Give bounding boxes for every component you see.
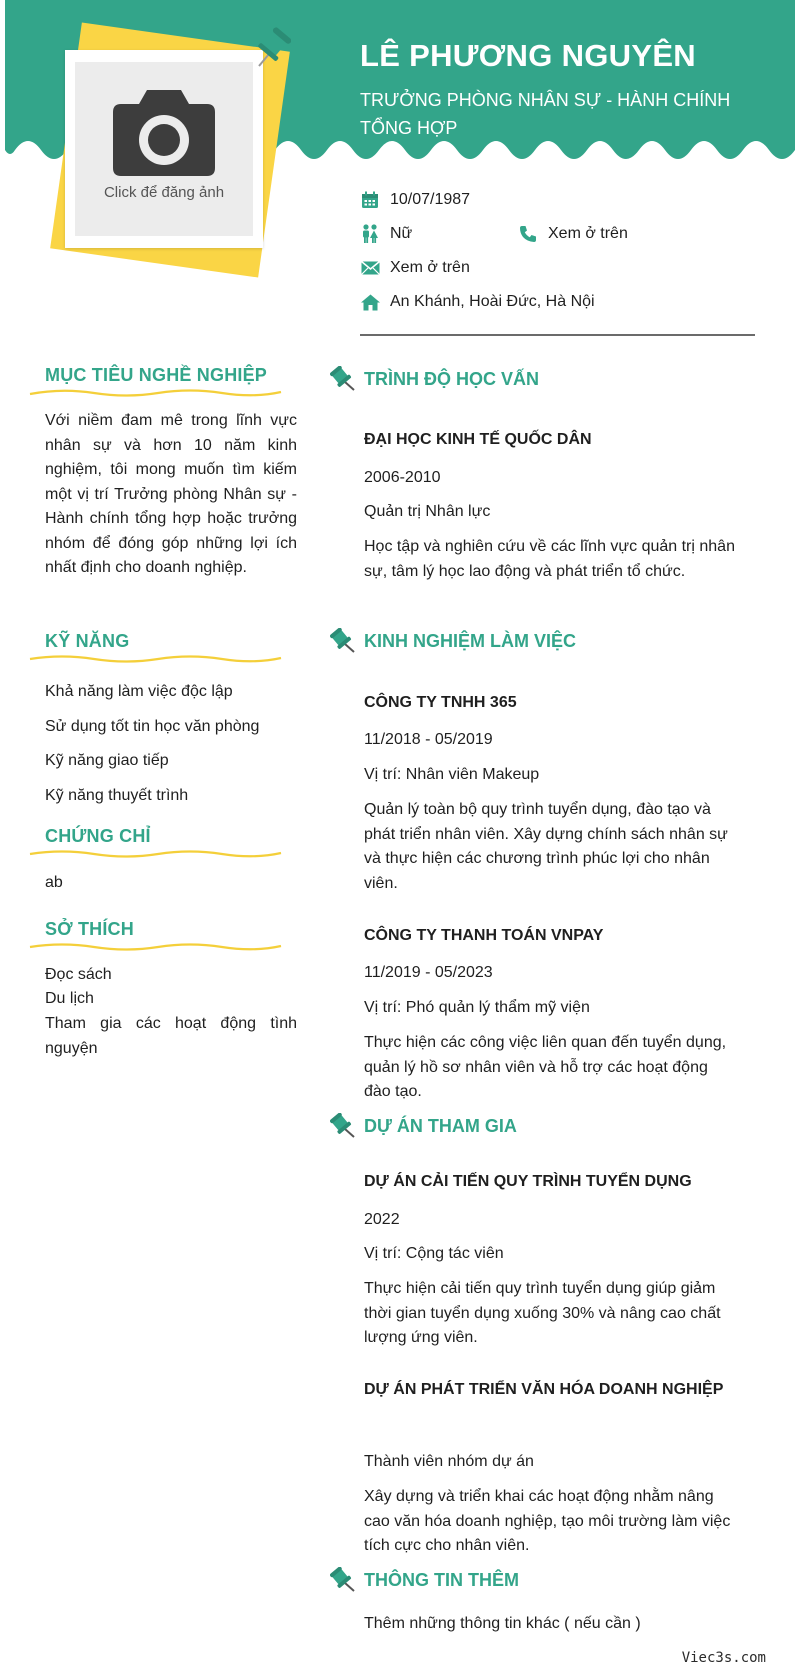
gender-value: Nữ bbox=[390, 225, 413, 242]
experience-desc: Quản lý toàn bộ quy trình tuyển dụng, đào tạo và phát triển nhân viên. Xây dựng chính sách nhân sự và thực hiện các chương trình phúc lợi cho nhân viên. bbox=[364, 801, 728, 892]
wave-divider bbox=[28, 653, 283, 665]
photo-upload[interactable] bbox=[75, 62, 253, 236]
camera-icon bbox=[111, 86, 217, 178]
skills-title: KỸ NĂNG bbox=[45, 631, 130, 651]
education-period: 2006-2010 bbox=[364, 469, 441, 486]
photo-upload-hint: Click để đăng ảnh bbox=[103, 184, 225, 201]
experience-period: 11/2019 - 05/2023 bbox=[364, 964, 493, 981]
wave-divider bbox=[28, 848, 283, 860]
pushpin-icon bbox=[330, 366, 356, 392]
certificate-item: ab bbox=[45, 874, 63, 891]
education-section-header bbox=[330, 366, 539, 392]
projects-section-header bbox=[330, 1113, 517, 1139]
calendar-icon bbox=[360, 190, 380, 210]
phone-value: Xem ở trên bbox=[548, 225, 628, 242]
phone-icon bbox=[518, 224, 538, 244]
experience-period: 11/2018 - 05/2019 bbox=[364, 731, 493, 748]
experience-company: CÔNG TY TNHH 365 bbox=[364, 694, 517, 711]
gender-icon bbox=[360, 224, 380, 244]
pushpin-icon bbox=[330, 628, 356, 654]
project-name: DỰ ÁN CẢI TIẾN QUY TRÌNH TUYỂN DỤNG bbox=[364, 1173, 692, 1190]
project-desc: Thực hiện cải tiến quy trình tuyển dụng giúp giảm thời gian tuyển dụng xuống 30% và nâng cao chất lượng ứng viên. bbox=[364, 1280, 721, 1346]
experience-role: Vị trí: Phó quản lý thẩm mỹ viện bbox=[364, 999, 590, 1016]
projects-title: DỰ ÁN THAM GIA bbox=[364, 1115, 517, 1136]
project-role: Vị trí: Cộng tác viên bbox=[364, 1245, 504, 1262]
envelope-icon bbox=[360, 258, 380, 278]
email-value: Xem ở trên bbox=[390, 259, 470, 276]
experience-desc: Thực hiện các công việc liên quan đến tuyển dụng, quản lý hồ sơ nhân viên và hỗ trợ các hoạt động đào tạo. bbox=[364, 1034, 727, 1100]
contact-address bbox=[360, 292, 595, 312]
skill-item: Sử dụng tốt tin học văn phòng bbox=[45, 718, 260, 735]
dob-value: 10/07/1987 bbox=[390, 191, 471, 208]
pushpin-icon bbox=[330, 1113, 356, 1139]
education-desc: Học tập và nghiên cứu về các lĩnh vực quản trị nhân sự, tâm lý học lao động và phát triển tổ chức. bbox=[364, 538, 735, 580]
hobby-item: Đọc sách bbox=[45, 966, 112, 983]
extra-text: Thêm những thông tin khác ( nếu cần ) bbox=[364, 1615, 641, 1632]
objective-text: Với niềm đam mê trong lĩnh vực nhân sự và hơn 10 năm kinh nghiệm, tôi mong muốn tìm kiếm một vị trí Trưởng phòng Nhân sự - Hành chính tổng hợp hoặc trưởng nhóm để đóng góp những lợi ích nhất định cho doanh nghiệp. bbox=[45, 412, 297, 576]
objective-title: MỤC TIÊU NGHỀ NGHIỆP bbox=[45, 365, 268, 385]
experience-section-header bbox=[330, 628, 576, 654]
contact-dob bbox=[360, 190, 470, 210]
skill-item: Khả năng làm việc độc lập bbox=[45, 683, 233, 700]
education-major: Quản trị Nhân lực bbox=[364, 503, 491, 520]
extra-title: THÔNG TIN THÊM bbox=[364, 1569, 519, 1590]
experience-company: CÔNG TY THANH TOÁN VNPAY bbox=[364, 927, 604, 944]
skill-item: Kỹ năng thuyết trình bbox=[45, 787, 189, 804]
watermark: Viec3s.com bbox=[681, 1650, 766, 1666]
photo-frame bbox=[65, 50, 263, 248]
pushpin-icon bbox=[330, 1567, 356, 1593]
education-title: TRÌNH ĐỘ HỌC VẤN bbox=[364, 368, 539, 389]
home-icon bbox=[360, 292, 380, 312]
candidate-position: TRƯỞNG PHÒNG NHÂN SỰ - HÀNH CHÍNH TỔNG HỢP bbox=[360, 90, 731, 138]
project-role: Thành viên nhóm dự án bbox=[364, 1453, 534, 1470]
wave-divider bbox=[28, 387, 283, 399]
pushpin-icon bbox=[251, 26, 291, 72]
project-period: 2022 bbox=[364, 1211, 400, 1228]
contact-email bbox=[360, 258, 470, 278]
education-school: ĐẠI HỌC KINH TẾ QUỐC DÂN bbox=[364, 431, 592, 448]
candidate-name: LÊ PHƯƠNG NGUYÊN bbox=[360, 38, 696, 73]
certificates-title: CHỨNG CHỈ bbox=[45, 826, 151, 846]
photo-area bbox=[55, 26, 295, 276]
project-name: DỰ ÁN PHÁT TRIỂN VĂN HÓA DOANH NGHIỆP bbox=[364, 1381, 724, 1398]
project-desc: Xây dựng và triển khai các hoạt động nhằm nâng cao văn hóa doanh nghiệp, tạo môi trường làm việc tích cực cho nhân viên. bbox=[364, 1488, 731, 1554]
wave-divider bbox=[28, 941, 283, 953]
contact-phone bbox=[518, 224, 628, 244]
hobby-item: Tham gia các hoạt động tình nguyện bbox=[45, 1015, 297, 1057]
hobbies-title: SỞ THÍCH bbox=[45, 919, 134, 939]
address-value: An Khánh, Hoài Đức, Hà Nội bbox=[390, 293, 595, 310]
experience-title: KINH NGHIỆM LÀM VIỆC bbox=[364, 630, 577, 651]
contact-gender bbox=[360, 224, 412, 244]
experience-role: Vị trí: Nhân viên Makeup bbox=[364, 766, 540, 783]
contact-divider bbox=[360, 334, 755, 336]
extra-section-header bbox=[330, 1567, 519, 1593]
skill-item: Kỹ năng giao tiếp bbox=[45, 752, 169, 769]
hobby-item: Du lịch bbox=[45, 990, 94, 1007]
